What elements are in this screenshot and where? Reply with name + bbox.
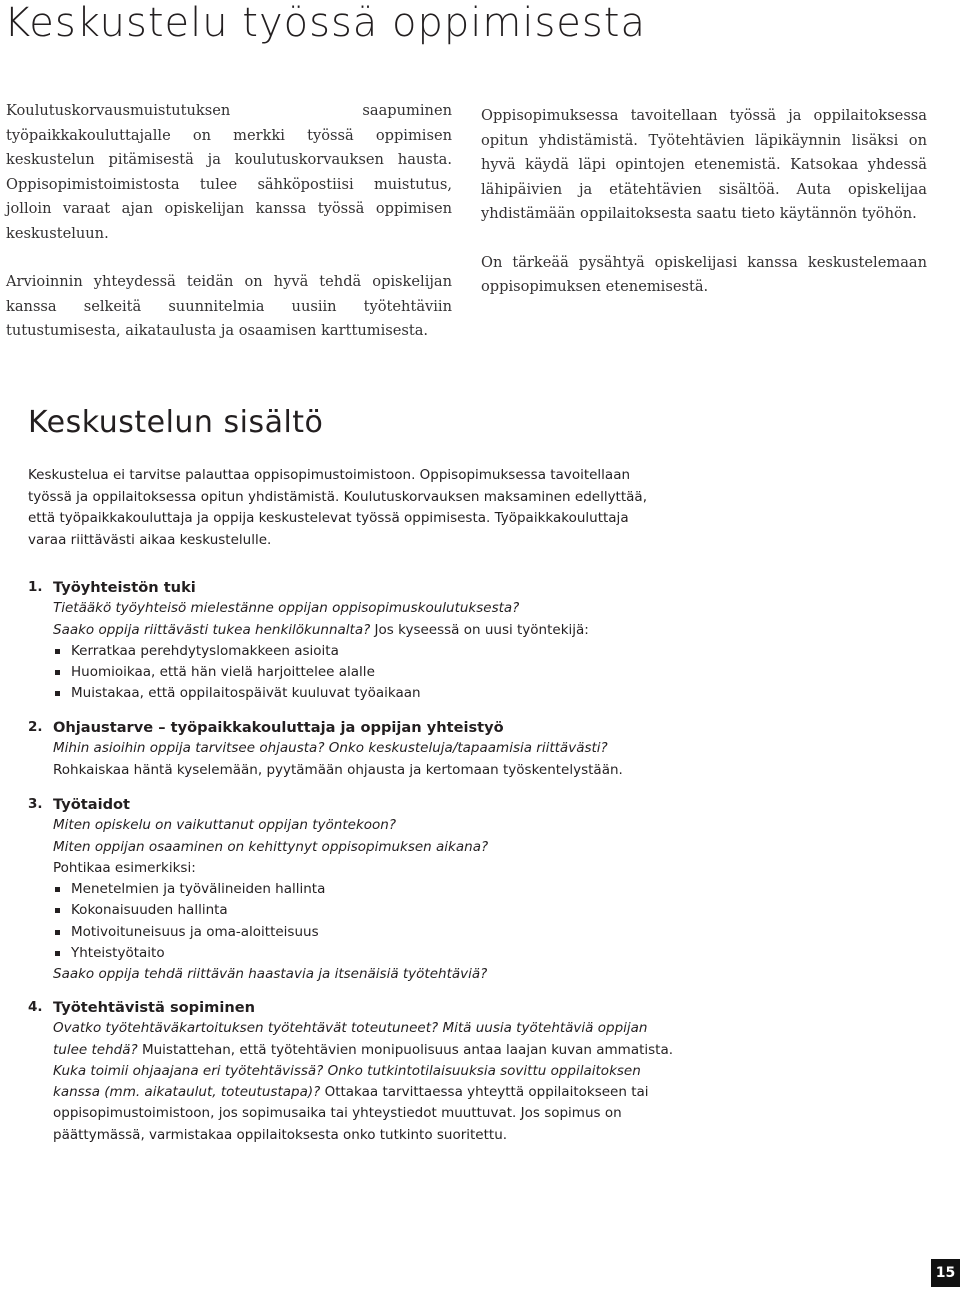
- item-question: Mihin asioihin oppija tarvitsee ohjausta? Onko keskusteluja/tapaamisia riittävästi?: [53, 740, 608, 757]
- bullet-square-icon: [55, 908, 60, 913]
- bullet-square-icon: [55, 887, 60, 892]
- section-title: Keskustelun sisältö: [28, 405, 324, 440]
- item-heading: Työtehtävistä sopiminen: [53, 999, 256, 1016]
- right-paragraph-1: Oppisopimuksessa tavoitellaan työssä ja oppilaitoksessa opitun yhdistämistä. Työtehtävien läpikäynnin lisäksi on hyvä käydä läpi opintojen etenemistä. Katsokaa yhdessä lähipäivien ja etätehtävien sisältöä. Auta opiskelijaa yhdistämään oppilaitoksesta saatu tieto käytännön työhön.: [481, 107, 927, 222]
- bullet-square-icon: [55, 670, 60, 675]
- intro-line: työssä ja oppilaitoksessa opitun yhdistämistä. Koulutuskorvauksen maksaminen edellyttää,: [28, 488, 647, 505]
- topic-item-2: [28, 717, 748, 781]
- bullet-square-icon: [55, 930, 60, 935]
- list-item: Yhteistyötaito: [53, 943, 748, 964]
- item-number: 2.: [28, 719, 43, 735]
- page-title: Keskustelu työssä oppimisesta: [4, 0, 646, 46]
- item-line: [53, 1082, 748, 1103]
- list-item: Huomioikaa, että hän vielä harjoittelee alalle: [53, 662, 748, 683]
- item-question: Miten opiskelu on vaikuttanut oppijan työntekoon?: [53, 817, 397, 834]
- intro-line: varaa riittävästi aikaa keskustelulle.: [28, 531, 272, 548]
- item-question: Ovatko työtehtäväkartoituksen työtehtävät toteutuneet? Mitä uusia työtehtäviä oppijan: [53, 1020, 648, 1037]
- bullet-square-icon: [55, 691, 60, 696]
- item-heading: Ohjaustarve – työpaikkakouluttaja ja oppijan yhteistyö: [53, 719, 504, 736]
- item-question: Saako oppija tehdä riittävän haastavia ja itsenäisiä työtehtäviä?: [53, 966, 488, 983]
- bullet-list: [53, 641, 748, 705]
- list-item: Motivoituneisuus ja oma-aloitteisuus: [53, 922, 748, 943]
- list-item: Kokonaisuuden hallinta: [53, 900, 748, 921]
- right-column: [481, 104, 927, 324]
- item-heading: Työyhteistön tuki: [53, 579, 196, 596]
- item-heading: Työtaidot: [53, 796, 131, 813]
- item-line: [53, 620, 748, 641]
- item-text: Rohkaiskaa häntä kyselemään, pyytämään ohjausta ja kertomaan työskentelystään.: [53, 761, 623, 778]
- item-line: [53, 1040, 748, 1061]
- item-text: Pohtikaa esimerkiksi:: [53, 859, 196, 876]
- item-text: Ottakaa tarvittaessa yhteyttä oppilaitokseen tai: [320, 1084, 649, 1101]
- bullet-list: [53, 879, 748, 964]
- list-item: Kerratkaa perehdytyslomakkeen asioita: [53, 641, 748, 662]
- page-number-badge: 15: [931, 1259, 960, 1287]
- item-text: Jos kyseessä on uusi työntekijä:: [370, 621, 589, 638]
- item-question: tulee tehdä?: [53, 1041, 138, 1058]
- item-question: Miten oppijan osaaminen on kehittynyt oppisopimuksen aikana?: [53, 838, 489, 855]
- list-item: Muistakaa, että oppilaitospäivät kuuluvat työaikaan: [53, 683, 748, 704]
- topic-item-1: [28, 577, 748, 705]
- left-paragraph-2: Arvioinnin yhteydessä teidän on hyvä tehdä opiskelijan kanssa selkeitä suunnitelmia uusiin työtehtäviin tutustumisesta, aikataulusta ja osaamisen karttumisesta.: [6, 273, 452, 339]
- bullet-square-icon: [55, 649, 60, 654]
- item-number: 4.: [28, 999, 43, 1015]
- intro-line: että työpaikkakouluttaja ja oppija keskustelevat työssä oppimisesta. Työpaikkakouluttaja: [28, 510, 629, 526]
- list-item: Menetelmien ja työvälineiden hallinta: [53, 879, 748, 900]
- item-question: Saako oppija riittävästi tukea henkilökunnalta?: [53, 621, 371, 638]
- right-paragraph-2: On tärkeää pysähtyä opiskelijasi kanssa keskustelemaan oppisopimuksen etenemisestä.: [481, 253, 927, 295]
- topic-item-3: [28, 794, 748, 986]
- intro-line: Keskustelua ei tarvitse palauttaa oppisopimustoimistoon. Oppisopimuksessa tavoitellaan: [28, 467, 631, 483]
- item-number: 3.: [28, 796, 43, 812]
- item-number: 1.: [28, 579, 43, 595]
- item-question: Tietääkö työyhteisö mielestänne oppijan oppisopimuskoulutuksesta?: [53, 600, 520, 617]
- section-intro: [28, 465, 728, 551]
- item-question: Kuka toimii ohjaajana eri työtehtävissä? Onko tutkintotilaisuuksia sovittu oppilaitoksen: [53, 1062, 641, 1079]
- left-paragraph-1: Koulutuskorvausmuistutuksen saapuminen työpaikkakouluttajalle on merkki työssä oppimisen keskustelun pitämisestä ja koulutuskorvauksen hausta. Oppisopimistoimistosta tulee sähköpostiisi muistutus, jolloin varaat ajan opiskelijan kanssa työssä oppimisen keskusteluun.: [6, 102, 452, 242]
- item-question: kanssa (mm. aikataulut, toteutustapa)?: [53, 1084, 321, 1101]
- left-column: [6, 99, 452, 368]
- bullet-square-icon: [55, 951, 60, 956]
- topic-item-4: [28, 997, 748, 1146]
- item-text: päättymässä, varmistakaa oppilaitoksesta onko tutkinto suoritettu.: [53, 1126, 508, 1143]
- item-text: oppisopimustoimistoon, jos sopimusaika tai yhteystiedot muuttuvat. Jos sopimus on: [53, 1105, 622, 1122]
- item-text: Muistattehan, että työtehtävien monipuolisuus antaa laajan kuvan ammatista.: [137, 1041, 674, 1058]
